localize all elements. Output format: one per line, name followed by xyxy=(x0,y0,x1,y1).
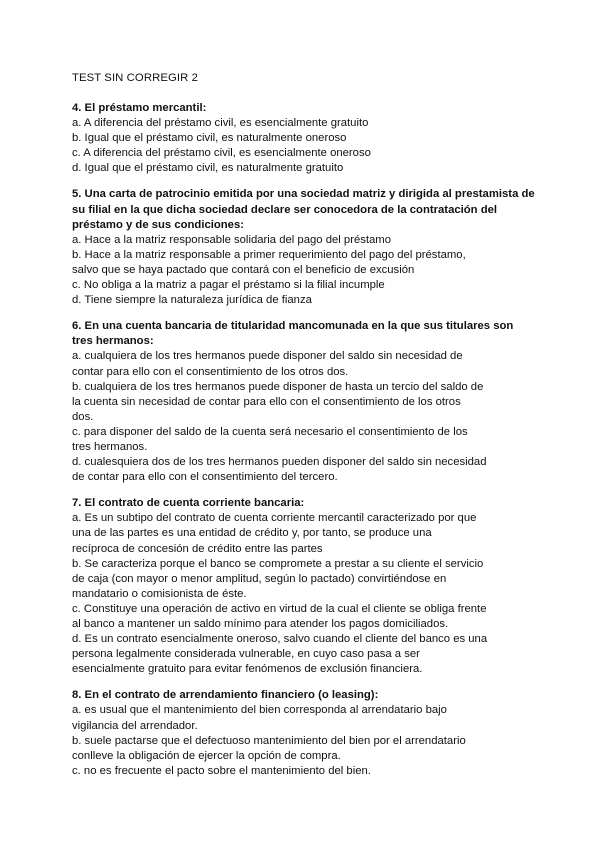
heading-line: 8. En el contrato de arrendamiento financiero (o leasing): xyxy=(72,689,379,702)
answer-line: persona legalmente considerada vulnerable, en cuyo caso pasa a ser xyxy=(72,648,420,661)
answer-line: d. cualesquiera dos de los tres hermanos pueden disponer del saldo sin necesidad xyxy=(72,456,487,469)
answer-line: a. es usual que el mantenimiento del bien corresponda al arrendatario bajo xyxy=(72,704,447,717)
answer-line: b. Se caracteriza porque el banco se compromete a prestar a su cliente el servicio xyxy=(72,557,484,570)
answer-line: dos. xyxy=(72,410,94,423)
answer-line: d. Es un contrato esencialmente oneroso, salvo cuando el cliente del banco es una xyxy=(72,633,488,646)
question-4 xyxy=(72,101,540,176)
question-heading xyxy=(72,319,540,349)
answer-line: b. Hace a la matriz responsable a primer requerimiento del pago del préstamo, xyxy=(72,248,466,261)
answer-line: esencialmente gratuito para evitar fenómenos de exclusión financiera. xyxy=(72,663,423,676)
answer-line: c. A diferencia del préstamo civil, es esencialmente oneroso xyxy=(72,147,371,160)
heading-line: 6. En una cuenta bancaria de titularidad mancomunada en la que sus titulares son xyxy=(72,320,514,333)
question-5 xyxy=(72,187,540,308)
question-heading xyxy=(72,101,540,116)
answer-line: a. Es un subtipo del contrato de cuenta corriente mercantil caracterizado por que xyxy=(72,512,477,525)
answer-line: salvo que se haya pactado que contará con el beneficio de excusión xyxy=(72,263,415,276)
answer-line: al banco a mantener un saldo mínimo para atender los pagos domiciliados. xyxy=(72,618,449,630)
document-title: TEST SIN CORREGIR 2 xyxy=(72,72,198,84)
answer-line: de caja (con mayor o menor amplitud, según lo pactado) convirtiéndose en xyxy=(72,572,447,585)
heading-line: tres hermanos: xyxy=(72,335,154,348)
answer-line: c. Constituye una operación de activo en virtud de la cual el cliente se obliga frente xyxy=(72,602,487,615)
answer-line: a. A diferencia del préstamo civil, es esencialmente gratuito xyxy=(72,117,369,130)
answer-line: c. No obliga a la matriz a pagar el préstamo si la filial incumple xyxy=(72,279,385,292)
answer-line: mandatario o comisionista de éste. xyxy=(72,587,247,600)
answer-line: conlleve la obligación de ejercer la opción de compra. xyxy=(72,749,341,762)
answer-line: la cuenta sin necesidad de contar para ello con el consentimiento de los otros xyxy=(72,395,461,408)
answer-line: b. suele pactarse que el defectuoso mantenimiento del bien por el arrendatario xyxy=(72,734,466,747)
answer-line: b. Igual que el préstamo civil, es naturalmente oneroso xyxy=(72,132,347,145)
question-8 xyxy=(72,688,540,779)
answer-line: b. cualquiera de los tres hermanos puede disponer de hasta un tercio del saldo de xyxy=(72,380,484,393)
question-heading xyxy=(72,187,540,232)
answer-line: d. Tiene siempre la naturaleza jurídica de fianza xyxy=(72,294,312,307)
answer-line: tres hermanos. xyxy=(72,440,148,453)
answer-line: a. Hace a la matriz responsable solidaria del pago del préstamo xyxy=(72,233,391,246)
answer-line: una de las partes es una entidad de crédito y, por tanto, se produce una xyxy=(72,527,432,540)
heading-line: 4. El préstamo mercantil: xyxy=(72,102,207,114)
answer-line: de contar para ello con el consentimiento del tercero. xyxy=(72,471,338,484)
heading-line: préstamo y de sus condiciones: xyxy=(72,218,245,231)
question-heading xyxy=(72,688,540,703)
answer-line: a. cualquiera de los tres hermanos puede disponer del saldo sin necesidad de xyxy=(72,350,463,363)
answer-line: c. para disponer del saldo de la cuenta será necesario el consentimiento de los xyxy=(72,425,468,438)
heading-line: 5. Una carta de patrocinio emitida por una sociedad matriz y dirigida al prestamista de xyxy=(72,188,535,201)
question-6 xyxy=(72,319,540,485)
heading-line: su filial en la que dicha sociedad declare ser conocedora de la contratación del xyxy=(72,203,498,216)
answer-line: vigilancia del arrendador. xyxy=(72,719,198,732)
answer-line: d. Igual que el préstamo civil, es naturalmente gratuito xyxy=(72,162,344,175)
answer-line: recíproca de concesión de crédito entre las partes xyxy=(72,542,323,555)
answer-line: c. no es frecuente el pacto sobre el mantenimiento del bien. xyxy=(72,764,371,777)
question-7 xyxy=(72,496,540,677)
heading-line: 7. El contrato de cuenta corriente bancaria: xyxy=(72,497,305,510)
answer-line: contar para ello con el consentimiento de los otros dos. xyxy=(72,365,349,378)
question-heading xyxy=(72,496,540,511)
